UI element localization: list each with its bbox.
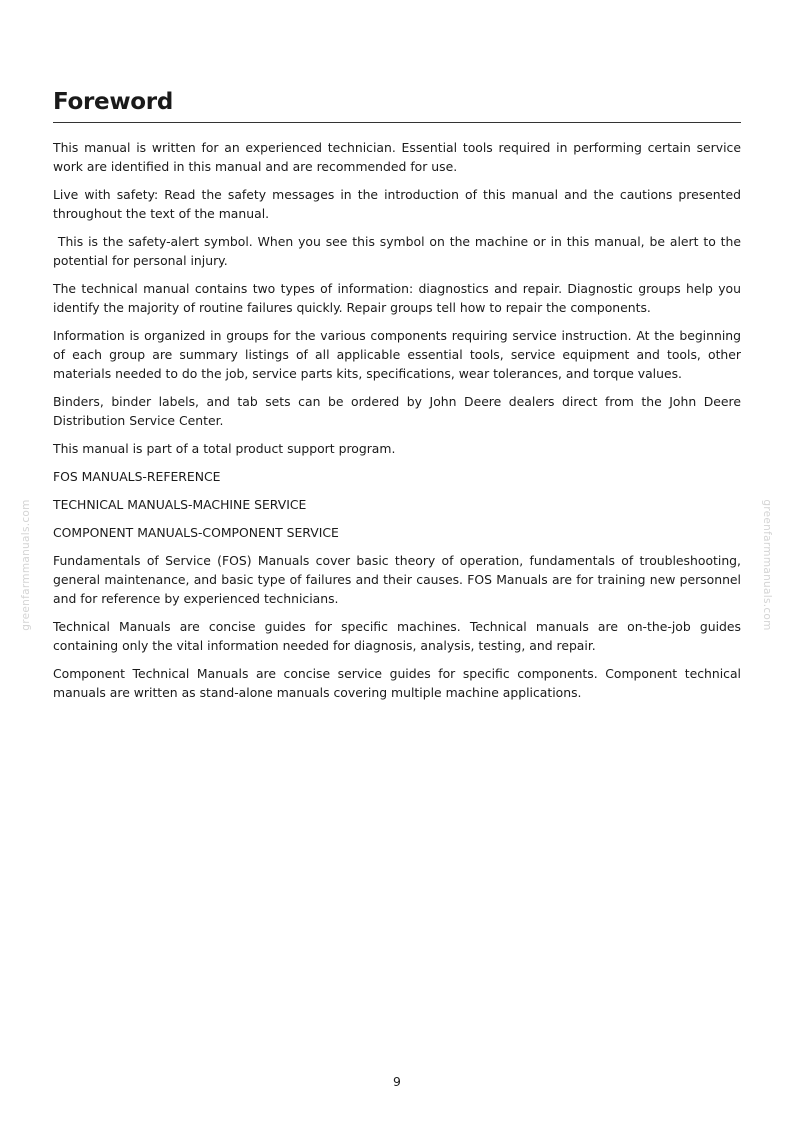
paragraph-technical-manuals: Technical Manuals are concise guides for specific machines. Technical manuals are on-the-job guides containing only the vital information needed for diagnosis, analysis, testing, and repair. — [53, 619, 741, 653]
document-body — [53, 138, 745, 702]
paragraph-info-types: The technical manual contains two types of information: diagnostics and repair. Diagnostic groups help you identify the majority of routine failures quickly. Repair groups tell how to repair the components. — [53, 281, 741, 315]
paragraph-binders: Binders, binder labels, and tab sets can be ordered by John Deere dealers direct from the John Deere Distribution Service Center. — [53, 394, 741, 428]
watermark-right: greenfarmmanuals.com — [761, 499, 773, 631]
paragraph-support-program: This manual is part of a total product support program. — [53, 441, 396, 456]
paragraph-component-manuals: Component Technical Manuals are concise service guides for specific components. Component technical manuals are written as stand-alone manuals covering multiple machine applications. — [53, 666, 741, 700]
paragraph-safety-alert: This is the safety-alert symbol. When you see this symbol on the machine or in this manual, be alert to the potential for personal injury. — [53, 234, 745, 268]
list-item-technical: TECHNICAL MANUALS-MACHINE SERVICE — [53, 497, 307, 512]
watermark-left: greenfarmmanuals.com — [20, 499, 32, 631]
paragraph-fos-manuals: Fundamentals of Service (FOS) Manuals cover basic theory of operation, fundamentals of troubleshooting, general maintenance, and basic type of failures and their causes. FOS Manuals are for training new personnel and for reference by experienced technicians. — [53, 553, 741, 606]
paragraph-intro: This manual is written for an experienced technician. Essential tools required in performing certain service work are identified in this manual and are recommended for use. — [53, 140, 741, 174]
list-item-fos: FOS MANUALS-REFERENCE — [53, 469, 221, 484]
paragraph-safety: Live with safety: Read the safety messages in the introduction of this manual and the cautions presented throughout the text of the manual. — [53, 187, 741, 221]
page-title: Foreword — [53, 84, 741, 123]
list-item-component: COMPONENT MANUALS-COMPONENT SERVICE — [53, 525, 339, 540]
paragraph-organization: Information is organized in groups for the various components requiring service instruction. At the beginning of each group are summary listings of all applicable essential tools, service equipment and tools, other materials needed to do the job, service parts kits, specifications, wear tolerances, and torque values. — [53, 328, 741, 381]
page-number: 9 — [393, 1074, 401, 1089]
document-page — [53, 84, 745, 711]
